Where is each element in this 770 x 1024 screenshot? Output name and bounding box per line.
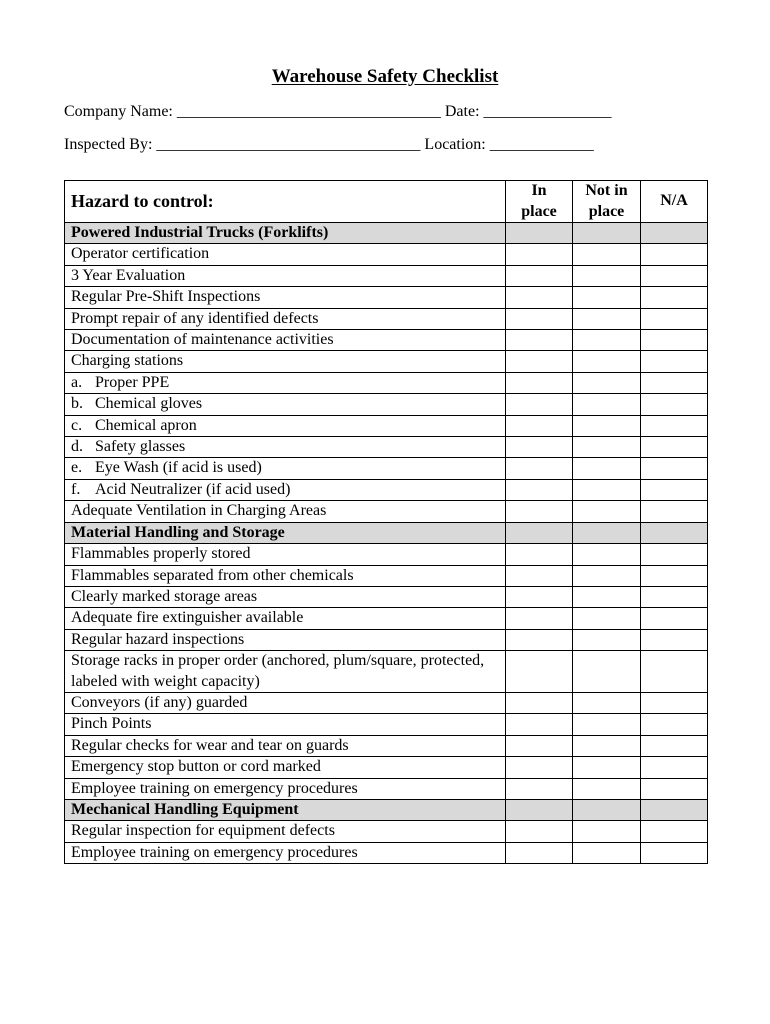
- not-in-place-checkbox-cell[interactable]: [573, 351, 641, 372]
- not-in-place-checkbox-cell[interactable]: [573, 586, 641, 607]
- na-checkbox-cell[interactable]: [641, 608, 708, 629]
- not-in-place-checkbox-cell[interactable]: [573, 330, 641, 351]
- in-place-header-line1: In: [531, 182, 547, 200]
- hazard-item-text: Emergency stop button or cord marked: [65, 757, 506, 778]
- na-checkbox-cell[interactable]: [641, 651, 708, 693]
- table-row: [65, 608, 708, 629]
- not-in-place-checkbox-cell[interactable]: [573, 757, 641, 778]
- na-checkbox-cell[interactable]: [641, 586, 708, 607]
- hazard-item-text: Flammables properly stored: [65, 544, 506, 565]
- section-header-row: [65, 223, 708, 244]
- not-in-place-checkbox-cell[interactable]: [573, 308, 641, 329]
- na-checkbox-cell[interactable]: [641, 821, 708, 842]
- sub-item-text: Eye Wash (if acid is used): [95, 459, 262, 477]
- in-place-checkbox-cell[interactable]: [506, 244, 573, 265]
- na-checkbox-cell[interactable]: [641, 842, 708, 863]
- hazard-item-text: Regular checks for wear and tear on guards: [65, 735, 506, 756]
- table-row: [65, 757, 708, 778]
- sub-item-letter: c.: [71, 416, 83, 434]
- date-field[interactable]: ________________: [483, 103, 612, 120]
- na-checkbox-cell[interactable]: [641, 458, 708, 479]
- not-in-place-checkbox-cell[interactable]: [573, 778, 641, 799]
- table-row: [65, 565, 708, 586]
- not-in-place-checkbox-cell[interactable]: [573, 479, 641, 500]
- na-column-header: N/A: [641, 181, 708, 223]
- hazard-item-text: Regular hazard inspections: [65, 629, 506, 650]
- not-in-place-checkbox-cell[interactable]: [573, 842, 641, 863]
- in-place-checkbox-cell[interactable]: [506, 501, 573, 522]
- not-in-place-checkbox-cell[interactable]: [573, 394, 641, 415]
- na-checkbox-cell: [641, 799, 708, 820]
- not-in-place-checkbox-cell[interactable]: [573, 735, 641, 756]
- not-in-place-checkbox-cell[interactable]: [573, 692, 641, 713]
- na-checkbox-cell[interactable]: [641, 394, 708, 415]
- na-checkbox-cell[interactable]: [641, 501, 708, 522]
- in-place-checkbox-cell: [506, 223, 573, 244]
- table-row: [65, 330, 708, 351]
- not-in-place-checkbox-cell[interactable]: [573, 458, 641, 479]
- company-name-field[interactable]: _________________________________: [176, 103, 441, 120]
- na-checkbox-cell[interactable]: [641, 735, 708, 756]
- table-row: [65, 351, 708, 372]
- not-in-place-checkbox-cell: [573, 223, 641, 244]
- table-row: [65, 415, 708, 436]
- in-place-checkbox-cell[interactable]: [506, 586, 573, 607]
- na-checkbox-cell[interactable]: [641, 265, 708, 286]
- sub-item-letter: f.: [71, 480, 81, 498]
- section-title: Material Handling and Storage: [65, 522, 506, 543]
- table-row: [65, 692, 708, 713]
- in-place-checkbox-cell[interactable]: [506, 394, 573, 415]
- in-place-header-line2: place: [521, 202, 557, 220]
- sub-item-text: Acid Neutralizer (if acid used): [95, 480, 291, 498]
- not-in-place-checkbox-cell[interactable]: [573, 437, 641, 458]
- hazard-checklist-table: [64, 180, 708, 864]
- in-place-checkbox-cell[interactable]: [506, 437, 573, 458]
- table-row: [65, 265, 708, 286]
- not-in-place-checkbox-cell[interactable]: [573, 565, 641, 586]
- hazard-item-text: Clearly marked storage areas: [65, 586, 506, 607]
- sub-item-cell: [65, 437, 506, 458]
- table-row: [65, 244, 708, 265]
- inspected-location-line: [64, 136, 594, 154]
- table-row: [65, 778, 708, 799]
- hazard-item-text: Employee training on emergency procedures: [65, 778, 506, 799]
- hazard-item-text: Conveyors (if any) guarded: [65, 692, 506, 713]
- na-checkbox-cell[interactable]: [641, 479, 708, 500]
- table-row: [65, 586, 708, 607]
- in-place-checkbox-cell[interactable]: [506, 778, 573, 799]
- not-in-place-checkbox-cell[interactable]: [573, 501, 641, 522]
- hazard-item-text: Regular Pre-Shift Inspections: [65, 287, 506, 308]
- hazard-item-text: Charging stations: [65, 351, 506, 372]
- not-in-place-checkbox-cell[interactable]: [573, 651, 641, 693]
- na-checkbox-cell[interactable]: [641, 437, 708, 458]
- na-checkbox-cell[interactable]: [641, 692, 708, 713]
- in-place-checkbox-cell[interactable]: [506, 265, 573, 286]
- na-checkbox-cell[interactable]: [641, 308, 708, 329]
- na-checkbox-cell[interactable]: [641, 415, 708, 436]
- table-row: [65, 842, 708, 863]
- in-place-checkbox-cell: [506, 799, 573, 820]
- sub-item-cell: [65, 415, 506, 436]
- in-place-checkbox-cell[interactable]: [506, 608, 573, 629]
- in-place-checkbox-cell[interactable]: [506, 651, 573, 693]
- in-place-checkbox-cell[interactable]: [506, 735, 573, 756]
- hazard-item-text: Adequate fire extinguisher available: [65, 608, 506, 629]
- not-in-place-column-header: [573, 181, 641, 223]
- table-row: [65, 629, 708, 650]
- section-header-row: [65, 522, 708, 543]
- date-label: Date:: [444, 103, 480, 120]
- in-place-checkbox-cell[interactable]: [506, 479, 573, 500]
- table-row: [65, 544, 708, 565]
- sub-item-letter: b.: [71, 395, 83, 413]
- na-checkbox-cell[interactable]: [641, 629, 708, 650]
- sub-item-cell: [65, 479, 506, 500]
- not-in-place-checkbox-cell[interactable]: [573, 265, 641, 286]
- hazard-item-text: Pinch Points: [65, 714, 506, 735]
- in-place-checkbox-cell[interactable]: [506, 458, 573, 479]
- in-place-checkbox-cell[interactable]: [506, 287, 573, 308]
- not-in-place-checkbox-cell: [573, 799, 641, 820]
- location-label: Location:: [424, 136, 486, 153]
- table-row: [65, 651, 708, 693]
- not-in-place-checkbox-cell[interactable]: [573, 544, 641, 565]
- sub-item-text: Safety glasses: [95, 438, 186, 456]
- hazard-item-text: 3 Year Evaluation: [65, 265, 506, 286]
- in-place-checkbox-cell: [506, 522, 573, 543]
- inspected-by-label: Inspected By:: [64, 136, 153, 153]
- table-row: [65, 714, 708, 735]
- table-row: [65, 735, 708, 756]
- not-in-place-checkbox-cell[interactable]: [573, 608, 641, 629]
- company-date-line: [64, 103, 612, 121]
- hazard-item-text: Flammables separated from other chemicals: [65, 565, 506, 586]
- table-row: [65, 501, 708, 522]
- in-place-checkbox-cell[interactable]: [506, 544, 573, 565]
- na-checkbox-cell[interactable]: [641, 544, 708, 565]
- in-place-checkbox-cell[interactable]: [506, 821, 573, 842]
- inspected-by-field[interactable]: _________________________________: [156, 136, 421, 153]
- in-place-checkbox-cell[interactable]: [506, 415, 573, 436]
- hazard-item-text: Prompt repair of any identified defects: [65, 308, 506, 329]
- in-place-column-header: [506, 181, 573, 223]
- checklist-body: [65, 223, 708, 864]
- in-place-checkbox-cell[interactable]: [506, 842, 573, 863]
- sub-item-text: Chemical gloves: [95, 395, 203, 413]
- sub-item-letter: a.: [71, 373, 83, 391]
- in-place-checkbox-cell[interactable]: [506, 308, 573, 329]
- in-place-checkbox-cell[interactable]: [506, 629, 573, 650]
- na-checkbox-cell[interactable]: [641, 778, 708, 799]
- hazard-column-header: Hazard to control:: [65, 181, 506, 223]
- sub-item-cell: [65, 394, 506, 415]
- sub-item-text: Chemical apron: [95, 416, 197, 434]
- sub-item-cell: [65, 372, 506, 393]
- na-checkbox-cell: [641, 223, 708, 244]
- section-header-row: [65, 799, 708, 820]
- not-in-place-checkbox-cell[interactable]: [573, 372, 641, 393]
- hazard-item-text: Regular inspection for equipment defects: [65, 821, 506, 842]
- not-in-place-checkbox-cell[interactable]: [573, 287, 641, 308]
- table-header-row: [65, 181, 708, 223]
- sub-item-letter: d.: [71, 438, 83, 456]
- na-checkbox-cell[interactable]: [641, 351, 708, 372]
- table-row: [65, 437, 708, 458]
- in-place-checkbox-cell[interactable]: [506, 372, 573, 393]
- in-place-checkbox-cell[interactable]: [506, 565, 573, 586]
- not-in-place-header-line1: Not in: [585, 182, 628, 200]
- in-place-checkbox-cell[interactable]: [506, 714, 573, 735]
- not-in-place-checkbox-cell: [573, 522, 641, 543]
- table-row: [65, 372, 708, 393]
- section-title: Mechanical Handling Equipment: [65, 799, 506, 820]
- table-row: [65, 458, 708, 479]
- hazard-item-text: Documentation of maintenance activities: [65, 330, 506, 351]
- hazard-item-text: Storage racks in proper order (anchored, plum/square, protected, labeled with weight capacity): [65, 651, 506, 693]
- na-checkbox-cell[interactable]: [641, 287, 708, 308]
- hazard-item-text: Adequate Ventilation in Charging Areas: [65, 501, 506, 522]
- na-checkbox-cell[interactable]: [641, 244, 708, 265]
- location-field[interactable]: _____________: [489, 136, 594, 153]
- in-place-checkbox-cell[interactable]: [506, 692, 573, 713]
- company-name-label: Company Name:: [64, 103, 173, 120]
- not-in-place-checkbox-cell[interactable]: [573, 629, 641, 650]
- not-in-place-checkbox-cell[interactable]: [573, 714, 641, 735]
- in-place-checkbox-cell[interactable]: [506, 330, 573, 351]
- sub-item-text: Proper PPE: [95, 373, 170, 391]
- section-title: Powered Industrial Trucks (Forklifts): [65, 223, 506, 244]
- not-in-place-checkbox-cell[interactable]: [573, 415, 641, 436]
- na-checkbox-cell[interactable]: [641, 372, 708, 393]
- document-title: Warehouse Safety Checklist: [271, 66, 499, 87]
- hazard-item-text: Employee training on emergency procedures: [65, 842, 506, 863]
- hazard-item-text: Operator certification: [65, 244, 506, 265]
- in-place-checkbox-cell[interactable]: [506, 757, 573, 778]
- sub-item-cell: [65, 458, 506, 479]
- na-checkbox-cell[interactable]: [641, 757, 708, 778]
- table-row: [65, 308, 708, 329]
- not-in-place-checkbox-cell[interactable]: [573, 821, 641, 842]
- table-row: [65, 287, 708, 308]
- not-in-place-checkbox-cell[interactable]: [573, 244, 641, 265]
- na-checkbox-cell[interactable]: [641, 565, 708, 586]
- table-row: [65, 479, 708, 500]
- not-in-place-header-line2: place: [588, 202, 625, 220]
- na-checkbox-cell: [641, 522, 708, 543]
- table-row: [65, 394, 708, 415]
- sub-item-letter: e.: [71, 459, 83, 477]
- table-row: [65, 821, 708, 842]
- na-checkbox-cell[interactable]: [641, 714, 708, 735]
- in-place-checkbox-cell[interactable]: [506, 351, 573, 372]
- na-checkbox-cell[interactable]: [641, 330, 708, 351]
